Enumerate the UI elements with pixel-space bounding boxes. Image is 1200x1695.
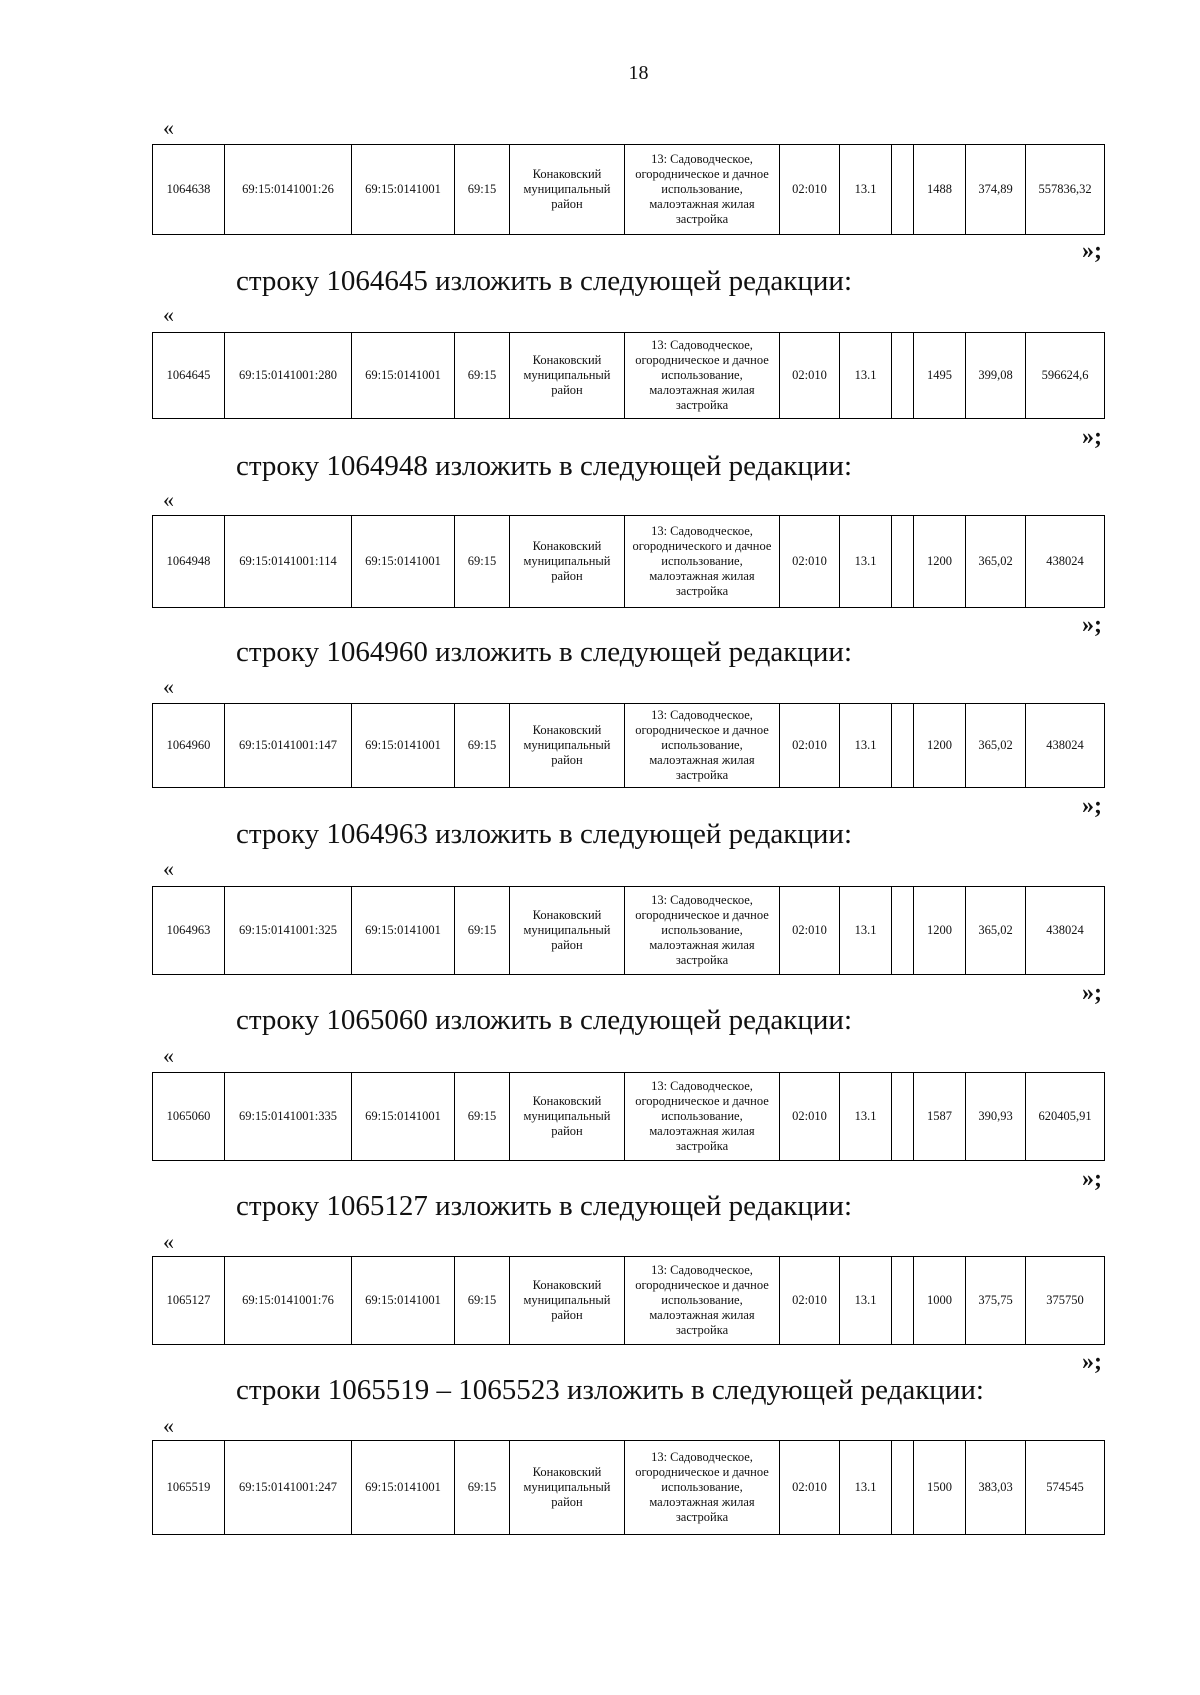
code-cell: 13.1: [840, 516, 892, 608]
cadastral-value-cell: 574545: [1026, 1441, 1105, 1535]
section-heading: строку 1064960 изложить в следующей редакции:: [236, 636, 852, 668]
municipality-cell: Конаковский муниципальный район: [510, 1073, 625, 1161]
group-code-cell: 02:010: [780, 145, 840, 235]
area-cell: 1495: [914, 333, 966, 419]
district-code-cell: 69:15: [455, 704, 510, 788]
register-row-table: [152, 515, 1105, 608]
open-quote: «: [163, 674, 174, 699]
open-quote: «: [163, 115, 174, 140]
empty-cell: [892, 145, 914, 235]
cadastral-number-cell: 69:15:0141001:335: [225, 1073, 352, 1161]
open-quote: «: [163, 302, 174, 327]
quarter-cell: 69:15:0141001: [352, 1441, 455, 1535]
quarter-cell: 69:15:0141001: [352, 887, 455, 975]
cadastral-value-cell: 438024: [1026, 516, 1105, 608]
area-cell: 1200: [914, 887, 966, 975]
specific-value-cell: 365,02: [966, 516, 1026, 608]
land-use-cell: 13: Садоводческое, огороднического и дачное использование, малоэтажная жилая застройка: [625, 516, 780, 608]
empty-cell: [892, 1257, 914, 1345]
close-quote: »;: [1082, 612, 1102, 638]
table-row: [153, 887, 1105, 975]
municipality-cell: Конаковский муниципальный район: [510, 1441, 625, 1535]
group-code-cell: 02:010: [780, 1073, 840, 1161]
municipality-cell: Конаковский муниципальный район: [510, 887, 625, 975]
close-quote: »;: [1082, 1349, 1102, 1375]
area-cell: 1200: [914, 704, 966, 788]
register-row-table: [152, 886, 1105, 975]
quarter-cell: 69:15:0141001: [352, 1073, 455, 1161]
cadastral-value-cell: 620405,91: [1026, 1073, 1105, 1161]
code-cell: 13.1: [840, 333, 892, 419]
specific-value-cell: 383,03: [966, 1441, 1026, 1535]
open-quote: «: [163, 1413, 174, 1438]
table-row: [153, 1257, 1105, 1345]
table-row: [153, 333, 1105, 419]
quarter-cell: 69:15:0141001: [352, 704, 455, 788]
cadastral-value-cell: 375750: [1026, 1257, 1105, 1345]
district-code-cell: 69:15: [455, 145, 510, 235]
page-number: 18: [628, 62, 649, 84]
district-code-cell: 69:15: [455, 887, 510, 975]
cadastral-number-cell: 69:15:0141001:114: [225, 516, 352, 608]
section-heading: строку 1065060 изложить в следующей редакции:: [236, 1004, 852, 1036]
register-row-table: [152, 1072, 1105, 1161]
row-number-cell: 1064948: [153, 516, 225, 608]
code-cell: 13.1: [840, 145, 892, 235]
table-row: [153, 145, 1105, 235]
specific-value-cell: 390,93: [966, 1073, 1026, 1161]
close-quote: »;: [1082, 238, 1102, 264]
specific-value-cell: 365,02: [966, 704, 1026, 788]
section-heading: строку 1065127 изложить в следующей редакции:: [236, 1190, 852, 1222]
close-quote: »;: [1082, 1166, 1102, 1192]
area-cell: 1200: [914, 516, 966, 608]
land-use-cell: 13: Садоводческое, огородническое и дачное использование, малоэтажная жилая застройка: [625, 887, 780, 975]
cadastral-value-cell: 557836,32: [1026, 145, 1105, 235]
district-code-cell: 69:15: [455, 333, 510, 419]
municipality-cell: Конаковский муниципальный район: [510, 1257, 625, 1345]
cadastral-number-cell: 69:15:0141001:280: [225, 333, 352, 419]
row-number-cell: 1064645: [153, 333, 225, 419]
municipality-cell: Конаковский муниципальный район: [510, 704, 625, 788]
register-row-table: [152, 144, 1105, 235]
land-use-cell: 13: Садоводческое, огородническое и дачное использование, малоэтажная жилая застройка: [625, 1441, 780, 1535]
district-code-cell: 69:15: [455, 1257, 510, 1345]
cadastral-number-cell: 69:15:0141001:325: [225, 887, 352, 975]
section-heading: строку 1064645 изложить в следующей редакции:: [236, 265, 852, 297]
area-cell: 1500: [914, 1441, 966, 1535]
row-number-cell: 1065127: [153, 1257, 225, 1345]
row-number-cell: 1064638: [153, 145, 225, 235]
table-row: [153, 1441, 1105, 1535]
row-number-cell: 1064960: [153, 704, 225, 788]
code-cell: 13.1: [840, 704, 892, 788]
empty-cell: [892, 1441, 914, 1535]
specific-value-cell: 399,08: [966, 333, 1026, 419]
land-use-cell: 13: Садоводческое, огородническое и дачное использование, малоэтажная жилая застройка: [625, 704, 780, 788]
land-use-cell: 13: Садоводческое, огородническое и дачное использование, малоэтажная жилая застройка: [625, 145, 780, 235]
quarter-cell: 69:15:0141001: [352, 516, 455, 608]
code-cell: 13.1: [840, 1441, 892, 1535]
area-cell: 1587: [914, 1073, 966, 1161]
group-code-cell: 02:010: [780, 333, 840, 419]
register-row-table: [152, 1440, 1105, 1535]
group-code-cell: 02:010: [780, 1441, 840, 1535]
open-quote: «: [163, 487, 174, 512]
land-use-cell: 13: Садоводческое, огородническое и дачное использование, малоэтажная жилая застройка: [625, 1073, 780, 1161]
cadastral-value-cell: 438024: [1026, 887, 1105, 975]
municipality-cell: Конаковский муниципальный район: [510, 333, 625, 419]
land-use-cell: 13: Садоводческое, огородническое и дачное использование, малоэтажная жилая застройка: [625, 333, 780, 419]
close-quote: »;: [1082, 980, 1102, 1006]
table-row: [153, 1073, 1105, 1161]
section-heading: строку 1064948 изложить в следующей редакции:: [236, 450, 852, 482]
empty-cell: [892, 333, 914, 419]
cadastral-number-cell: 69:15:0141001:76: [225, 1257, 352, 1345]
group-code-cell: 02:010: [780, 704, 840, 788]
row-number-cell: 1064963: [153, 887, 225, 975]
cadastral-number-cell: 69:15:0141001:147: [225, 704, 352, 788]
register-row-table: [152, 332, 1105, 419]
cadastral-value-cell: 596624,6: [1026, 333, 1105, 419]
code-cell: 13.1: [840, 1073, 892, 1161]
empty-cell: [892, 516, 914, 608]
empty-cell: [892, 1073, 914, 1161]
register-row-table: [152, 703, 1105, 788]
area-cell: 1000: [914, 1257, 966, 1345]
cadastral-number-cell: 69:15:0141001:247: [225, 1441, 352, 1535]
table-row: [153, 516, 1105, 608]
quarter-cell: 69:15:0141001: [352, 333, 455, 419]
specific-value-cell: 375,75: [966, 1257, 1026, 1345]
district-code-cell: 69:15: [455, 1073, 510, 1161]
municipality-cell: Конаковский муниципальный район: [510, 516, 625, 608]
specific-value-cell: 365,02: [966, 887, 1026, 975]
cadastral-number-cell: 69:15:0141001:26: [225, 145, 352, 235]
group-code-cell: 02:010: [780, 1257, 840, 1345]
code-cell: 13.1: [840, 1257, 892, 1345]
register-row-table: [152, 1256, 1105, 1345]
section-heading: строки 1065519 – 1065523 изложить в следующей редакции:: [236, 1374, 984, 1406]
section-heading: строку 1064963 изложить в следующей редакции:: [236, 818, 852, 850]
row-number-cell: 1065519: [153, 1441, 225, 1535]
open-quote: «: [163, 856, 174, 881]
area-cell: 1488: [914, 145, 966, 235]
district-code-cell: 69:15: [455, 1441, 510, 1535]
open-quote: «: [163, 1229, 174, 1254]
table-row: [153, 704, 1105, 788]
quarter-cell: 69:15:0141001: [352, 1257, 455, 1345]
group-code-cell: 02:010: [780, 516, 840, 608]
district-code-cell: 69:15: [455, 516, 510, 608]
cadastral-value-cell: 438024: [1026, 704, 1105, 788]
empty-cell: [892, 704, 914, 788]
close-quote: »;: [1082, 424, 1102, 450]
quarter-cell: 69:15:0141001: [352, 145, 455, 235]
empty-cell: [892, 887, 914, 975]
row-number-cell: 1065060: [153, 1073, 225, 1161]
code-cell: 13.1: [840, 887, 892, 975]
specific-value-cell: 374,89: [966, 145, 1026, 235]
land-use-cell: 13: Садоводческое, огородническое и дачное использование, малоэтажная жилая застройка: [625, 1257, 780, 1345]
municipality-cell: Конаковский муниципальный район: [510, 145, 625, 235]
open-quote: «: [163, 1043, 174, 1068]
group-code-cell: 02:010: [780, 887, 840, 975]
close-quote: »;: [1082, 793, 1102, 819]
